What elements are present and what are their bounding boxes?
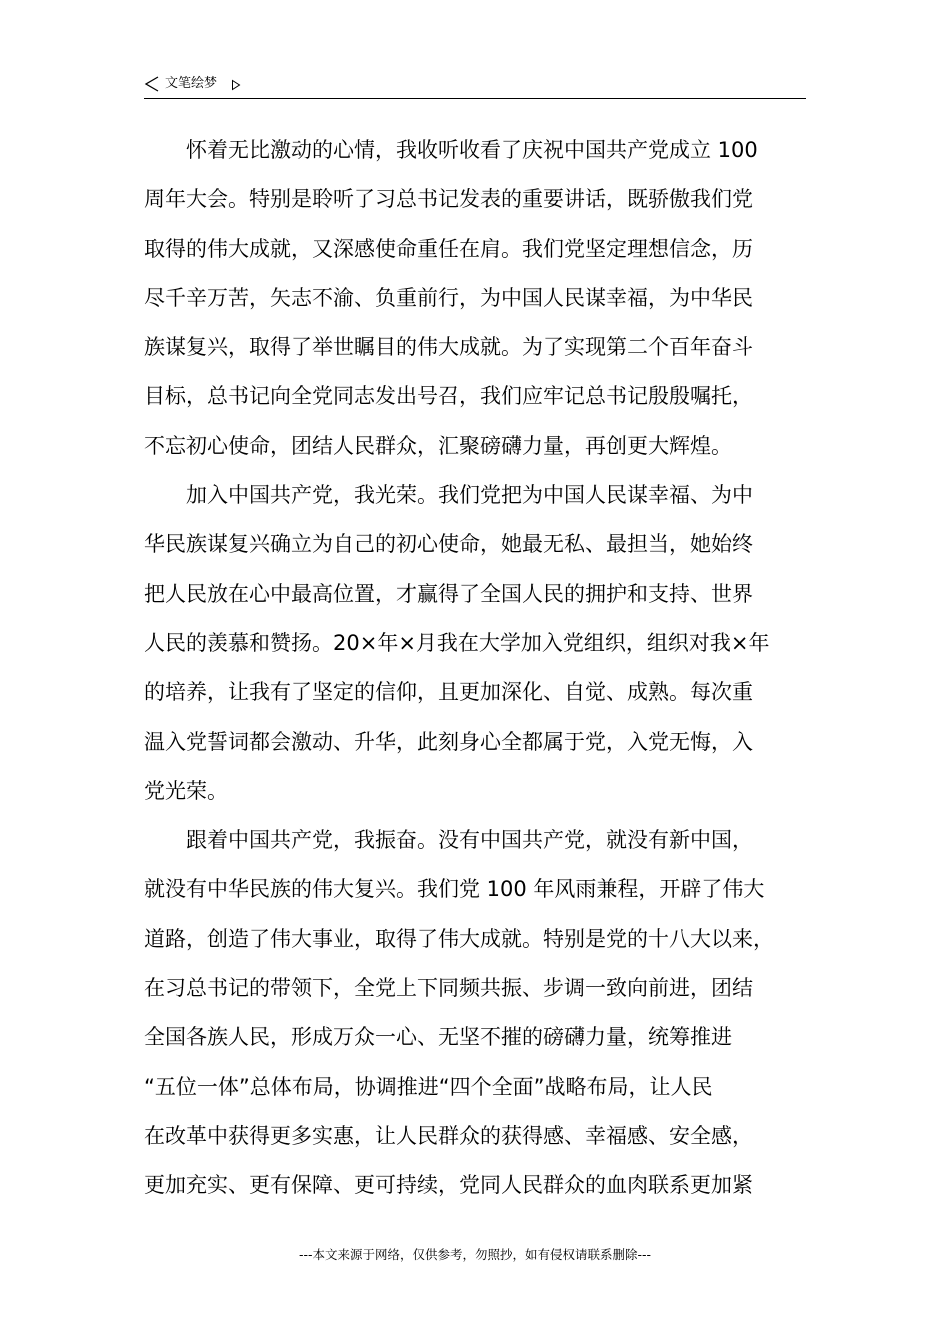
text-line: 更加充实、更有保障、更可持续，党同人民群众的血肉联系更加紧 <box>144 1173 753 1198</box>
text-line: 把人民放在心中最高位置，才赢得了全国人民的拥护和支持、世界 <box>144 581 753 606</box>
text-line: 的培养，让我有了坚定的信仰，且更加深化、自觉、成熟。每次重 <box>144 680 753 705</box>
text-line: “五位一体”总体布局，协调推进“四个全面”战略布局，让人民 <box>144 1074 713 1099</box>
text-line: 族谋复兴，取得了举世瞩目的伟大成就。为了实现第二个百年奋斗 <box>144 335 753 360</box>
text-line: 跟着中国共产党，我振奋。没有中国共产党，就没有新中国， <box>144 828 753 853</box>
text-line: 全国各族人民，形成万众一心、无坚不摧的磅礴力量，统筹推进 <box>144 1025 732 1050</box>
text-line: 人民的羡慕和赞扬。20×年×月我在大学加入党组织，组织对我×年 <box>144 630 770 655</box>
right-triangle-icon <box>231 76 241 88</box>
page-header <box>144 72 806 99</box>
text-line: 怀着无比激动的心情，我收听收看了庆祝中国共产党成立 100 <box>144 138 758 162</box>
text-line: 道路，创造了伟大事业，取得了伟大成就。特别是党的十八大以来， <box>144 926 774 951</box>
text-line: 加入中国共产党，我光荣。我们党把为中国人民谋幸福、为中 <box>144 483 753 508</box>
body-text <box>144 126 806 1211</box>
header-title: 文笔绘梦 <box>165 76 218 91</box>
text-line: 温入党誓词都会激动、升华，此刻身心全都属于党，入党无悔，入 <box>144 729 753 754</box>
text-line: 就没有中华民族的伟大复兴。我们党 100 年风雨兼程，开辟了伟大 <box>144 877 765 902</box>
text-line: 不忘初心使命，团结人民群众，汇聚磅礴力量，再创更大辉煌。 <box>144 433 732 458</box>
footer-disclaimer: ---本文来源于网络，仅供参考，勿照抄，如有侵权请联系删除--- <box>298 1247 652 1262</box>
text-line: 尽千辛万苦，矢志不渝、负重前行，为中国人民谋幸福，为中华民 <box>144 285 753 310</box>
left-triangle-icon <box>144 75 160 93</box>
text-line: 在习总书记的带领下，全党上下同频共振、步调一致向前进，团结 <box>144 976 753 1001</box>
text-line: 华民族谋复兴确立为自己的初心使命，她最无私、最担当，她始终 <box>144 532 753 557</box>
text-line: 党光荣。 <box>144 778 228 803</box>
text-line: 取得的伟大成就，又深感使命重任在肩。我们党坚定理想信念，历 <box>144 236 753 261</box>
text-line: 目标，总书记向全党同志发出号召，我们应牢记总书记殷殷嘱托， <box>144 384 753 409</box>
text-line: 周年大会。特别是聆听了习总书记发表的重要讲话，既骄傲我们党 <box>144 187 753 212</box>
text-line: 在改革中获得更多实惠，让人民群众的获得感、幸福感、安全感， <box>144 1123 753 1148</box>
